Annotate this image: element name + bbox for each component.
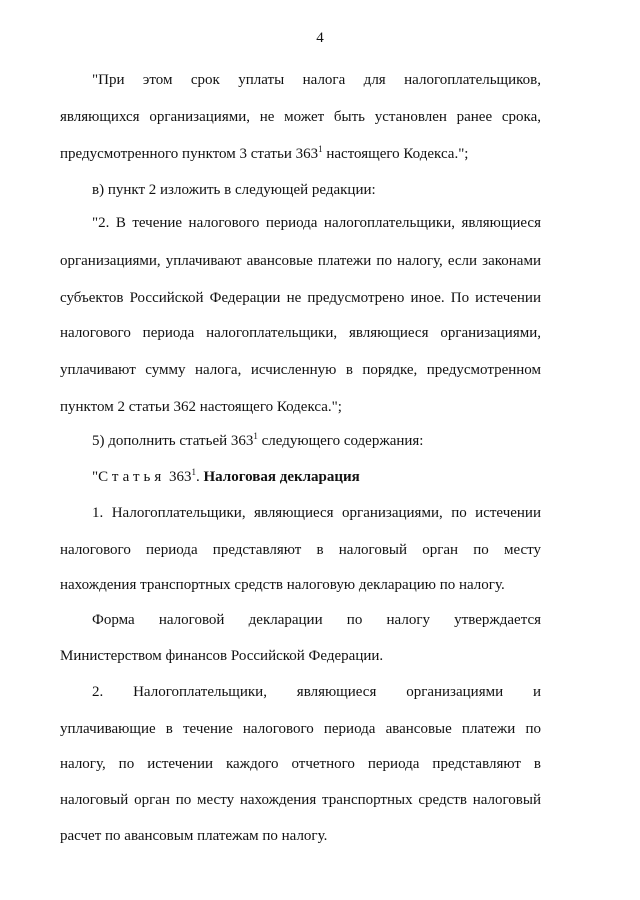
- text-line: пунктом 2 статьи 362 настоящего Кодекса.";: [60, 399, 342, 415]
- text-line: расчет по авансовым платежам по налогу.: [60, 828, 328, 844]
- text-line: уплачивают сумму налога, исчисленную в порядке, предусмотренном: [60, 362, 541, 378]
- text-line: "При этом срок уплаты налога для налогоплательщиков,: [92, 72, 541, 88]
- text-line: субъектов Российской Федерации не предусмотрено иное. По истечении: [60, 290, 541, 306]
- text-line: организациями, уплачивают авансовые платежи по налогу, если законами: [60, 253, 541, 269]
- text-line: Министерством финансов Российской Федерации.: [60, 648, 384, 664]
- superscript: 1: [191, 467, 196, 477]
- text-line: в) пункт 2 изложить в следующей редакции:: [92, 182, 376, 198]
- article-title: Налоговая декларация: [203, 469, 360, 485]
- text-line: налогового периода налогоплательщики, являющиеся организациями,: [60, 325, 541, 341]
- superscript: 1: [318, 144, 323, 154]
- text-line: 2. Налогоплательщики, являющиеся организациями и: [92, 684, 541, 700]
- page-number: 4: [316, 30, 324, 46]
- text-line: Форма налоговой декларации по налогу утверждается: [92, 612, 541, 628]
- article-heading: "Статья $363^1$. Налоговая декларация: [92, 467, 360, 485]
- text-line: 1. Налогоплательщики, являющиеся организациями, по истечении: [92, 505, 541, 521]
- text-line: 5) дополнить статьей $363^1$ следующего содержания:: [92, 431, 424, 449]
- superscript: 1: [253, 431, 258, 441]
- text-line: налогу, по истечении каждого отчетного периода представляют в: [60, 756, 541, 772]
- text-line: предусмотренного пунктом 3 статьи $363^1$ настоящего Кодекса.";: [60, 144, 469, 162]
- text-line: нахождения транспортных средств налоговую декларацию по налогу.: [60, 577, 505, 593]
- text-line: являющихся организациями, не может быть установлен ранее срока,: [60, 109, 541, 125]
- text-line: "2. В течение налогового периода налогоплательщики, являющиеся: [92, 215, 541, 231]
- text-line: налоговый орган по месту нахождения транспортных средств налоговый: [60, 792, 541, 808]
- text-line: уплачивающие в течение налогового периода авансовые платежи по: [60, 721, 541, 737]
- text-line: налогового периода представляют в налоговый орган по месту: [60, 542, 541, 558]
